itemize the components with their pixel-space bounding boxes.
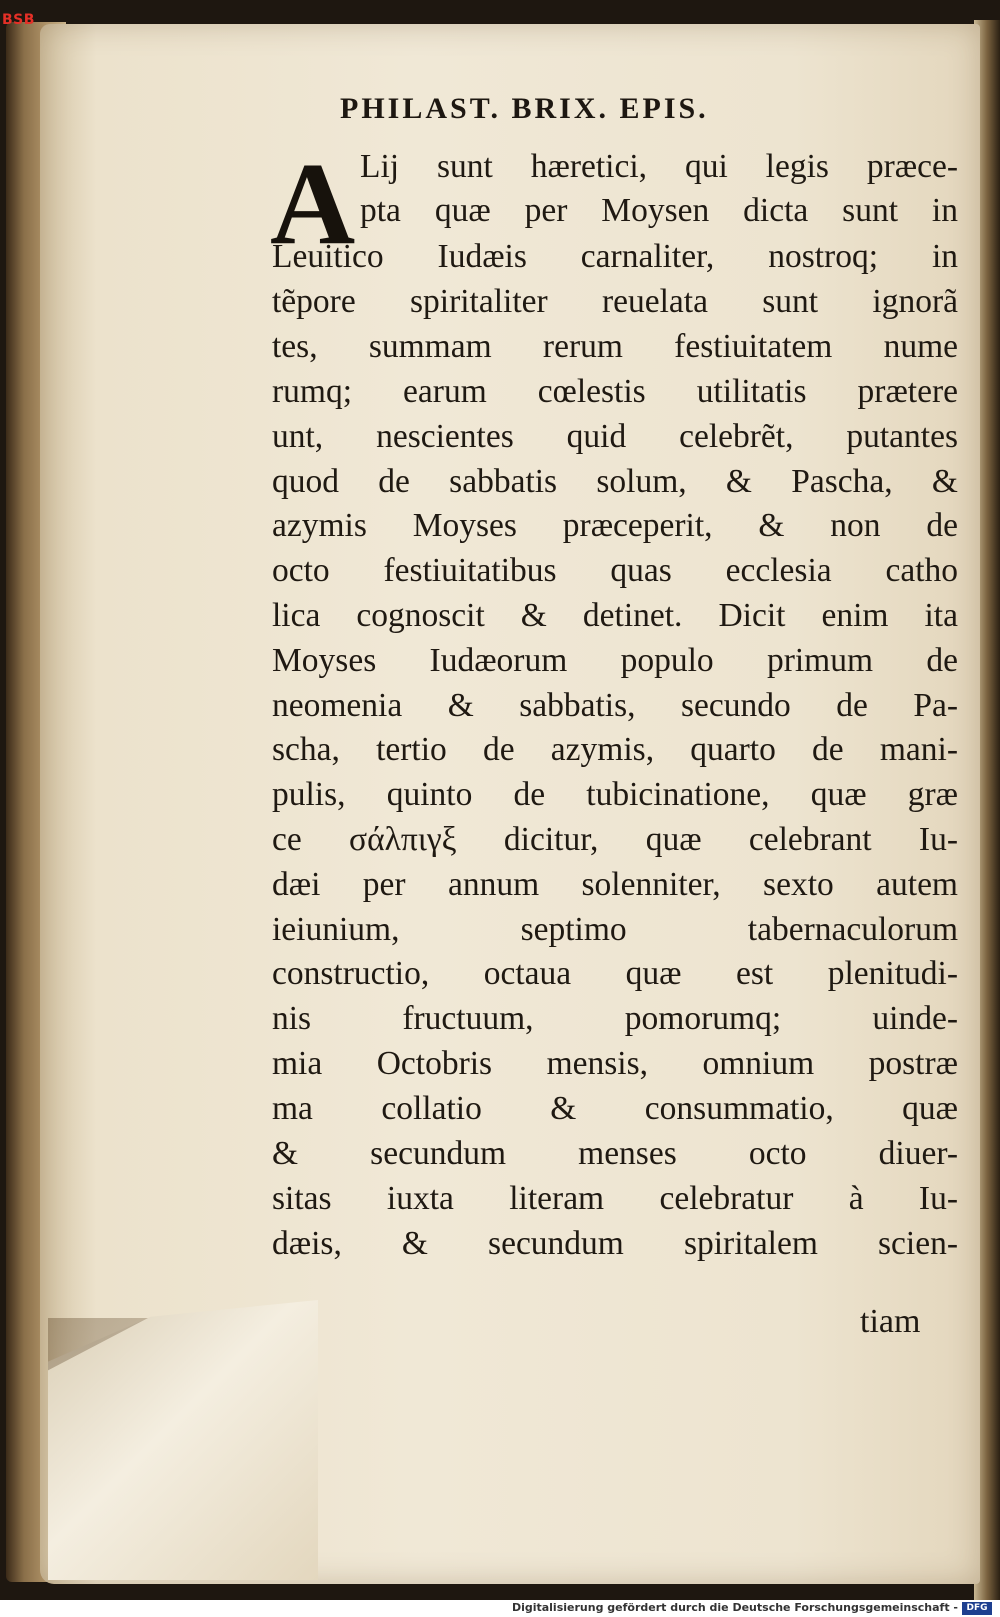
text-line: octo festiuitatibus quas ecclesia catho bbox=[272, 552, 958, 589]
text-line: sitas iuxta literam celebratur à Iu- bbox=[272, 1180, 958, 1217]
text-line: quod de sabbatis solum, & Pascha, & bbox=[272, 463, 958, 500]
funding-notice: Digitalisierung gefördert durch die Deutsche Forschungsgemeinschaft - bbox=[511, 1601, 958, 1614]
running-header: PHILAST. BRIX. EPIS. bbox=[340, 92, 709, 125]
text-line: dæis, & secundum spiritalem scien- bbox=[272, 1225, 958, 1262]
text-line: tes, summam rerum festiuitatem nume bbox=[272, 328, 958, 365]
text-line: tẽpore spiritaliter reuelata sunt ignorã bbox=[272, 283, 958, 320]
text-line: rumq; earum cœlestis utilitatis prætere bbox=[272, 373, 958, 410]
text-line: lica cognoscit & detinet. Dicit enim ita bbox=[272, 597, 958, 634]
text-line: Leuitico Iudæis carnaliter, nostroq; in bbox=[272, 238, 958, 275]
bsb-watermark: BSB bbox=[2, 12, 35, 28]
drop-cap-initial: A bbox=[270, 138, 356, 269]
text-line: azymis Moyses præceperit, & non de bbox=[272, 507, 958, 544]
text-line: pta quæ per Moysen dicta sunt in bbox=[360, 192, 958, 229]
catchword: tiam bbox=[860, 1303, 921, 1340]
text-line: constructio, octaua quæ est plenitudi- bbox=[272, 955, 958, 992]
text-line: unt, nescientes quid celebrẽt, putantes bbox=[272, 418, 958, 455]
text-line: Lij sunt hæretici, qui legis præce- bbox=[360, 148, 958, 185]
text-line: neomenia & sabbatis, secundo de Pa- bbox=[272, 687, 958, 724]
text-line: ma collatio & consummatio, quæ bbox=[272, 1090, 958, 1127]
dfg-logo: DFG bbox=[962, 1602, 992, 1615]
text-line: dæi per annum solenniter, sexto autem bbox=[272, 866, 958, 903]
text-line: ieiunium, septimo tabernaculorum bbox=[272, 911, 958, 948]
text-line: pulis, quinto de tubicinatione, quæ græ bbox=[272, 776, 958, 813]
text-line: mia Octobris mensis, omnium postræ bbox=[272, 1045, 958, 1082]
text-line: nis fructuum, pomorumq; uinde- bbox=[272, 1000, 958, 1037]
text-line: scha, tertio de azymis, quarto de mani- bbox=[272, 731, 958, 768]
text-line: ce σάλπιγξ dicitur, quæ celebrant Iu- bbox=[272, 821, 958, 858]
text-line: & secundum menses octo diuer- bbox=[272, 1135, 958, 1172]
text-line: Moyses Iudæorum populo primum de bbox=[272, 642, 958, 679]
